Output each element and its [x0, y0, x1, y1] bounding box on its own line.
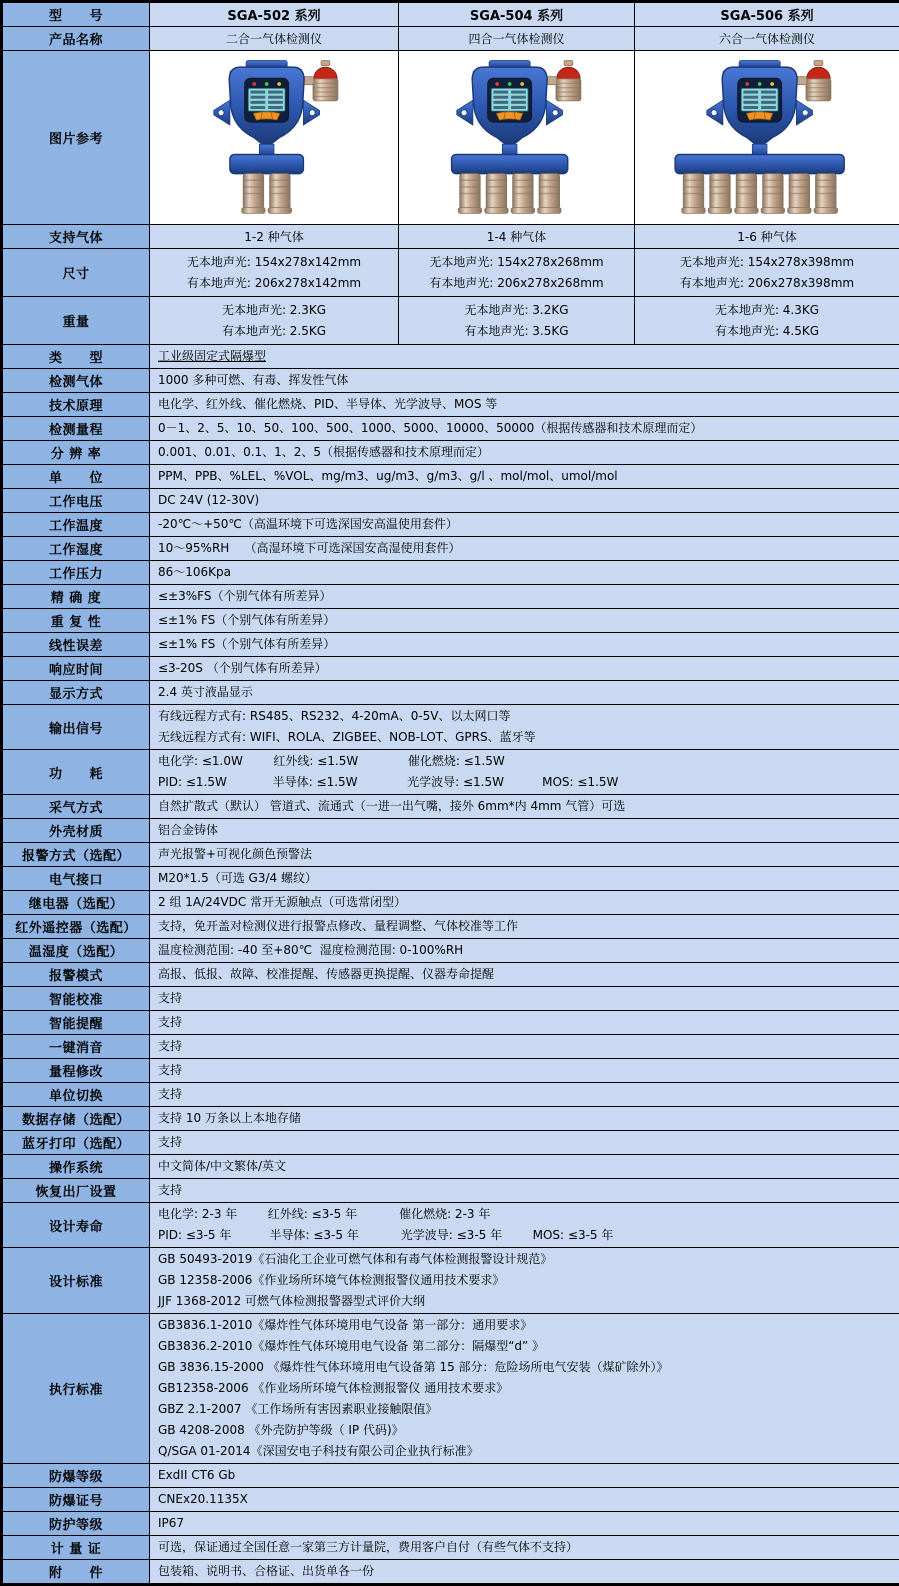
row-label-25: 智能校准 [2, 987, 150, 1011]
spec-value-22 [150, 915, 899, 939]
spec-value-5 [150, 465, 899, 489]
spec-value-9 [150, 561, 899, 585]
product-name-3: 六合一气体检测仪 [635, 27, 899, 51]
spec-value-4 [150, 441, 899, 465]
row-label-image: 图片参考 [2, 51, 150, 225]
gases-1: 1-2 种气体 [150, 225, 399, 249]
spec-value-24 [150, 963, 899, 987]
row-label-model: 型 号 [2, 2, 150, 27]
spec-value-23 [150, 939, 899, 963]
spec-text-line: M20*1.5（可选 G3/4 螺纹） [158, 868, 898, 889]
spec-text-line: DC 24V (12-30V) [158, 490, 898, 511]
spec-value-38 [150, 1488, 899, 1512]
product-name-1: 二合一气体检测仪 [150, 27, 399, 51]
row-label-9: 工作压力 [2, 561, 150, 585]
spec-text-line: GB 4208-2008 《外壳防护等级（ IP 代码)》 [158, 1420, 898, 1441]
row-label-18: 外壳材质 [2, 819, 150, 843]
spec-value-8 [150, 537, 899, 561]
spec-text-line: -20℃～+50℃（高温环境下可选深国安高温使用套件） [158, 514, 898, 535]
spec-text-line: 有本地声光: 2.5KG [151, 321, 397, 342]
row-label-13: 响应时间 [2, 657, 150, 681]
row-label-23: 温湿度（选配） [2, 939, 150, 963]
row-label-5: 单 位 [2, 465, 150, 489]
spec-text-line: 支持 [158, 1060, 898, 1081]
spec-value-15 [150, 705, 899, 750]
row-label-weight: 重量 [2, 297, 150, 345]
weight-2 [399, 297, 635, 345]
spec-text-line: PID: ≤3-5 年 半导体: ≤3-5 年 光学波导: ≤3-5 年 MOS: ≤3-5 年 [158, 1225, 898, 1246]
row-label-6: 工作电压 [2, 489, 150, 513]
spec-text-line: 可选，保证通过全国任意一家第三方计量院，费用客户自付（有些气体不支持） [158, 1537, 898, 1558]
spec-text-line: 无本地声光: 2.3KG [151, 300, 397, 321]
spec-text-line: 支持 [158, 1084, 898, 1105]
spec-value-3 [150, 417, 899, 441]
gas-detector-device-icon [647, 59, 887, 217]
spec-text-line: ExdII CT6 Gb [158, 1465, 898, 1486]
spec-text-line: 无本地声光: 154x278x268mm [400, 252, 633, 273]
spec-value-33 [150, 1179, 899, 1203]
row-label-0: 类 型 [2, 345, 150, 369]
spec-text-line: 86～106Kpa [158, 562, 898, 583]
spec-value-0 [150, 345, 899, 369]
spec-text-line: 2 组 1A/24VDC 常开无源触点（可选常闭型） [158, 892, 898, 913]
row-label-1: 检测气体 [2, 369, 150, 393]
spec-value-14 [150, 681, 899, 705]
spec-value-31 [150, 1131, 899, 1155]
spec-text-line: 1000 多种可燃、有毒、挥发性气体 [158, 370, 898, 391]
spec-text-line: 无本地声光: 3.2KG [400, 300, 633, 321]
row-label-33: 恢复出厂设置 [2, 1179, 150, 1203]
spec-text-line: ≤±3%FS（个别气体有所差异） [158, 586, 898, 607]
spec-text-line: 高报、低报、故障、校准提醒、传感器更换提醒、仪器寿命提醒 [158, 964, 898, 985]
row-label-4: 分 辨 率 [2, 441, 150, 465]
row-label-21: 继电器（选配） [2, 891, 150, 915]
dimensions-2 [399, 249, 635, 297]
row-label-28: 量程修改 [2, 1059, 150, 1083]
spec-value-18 [150, 819, 899, 843]
spec-text-line: 0.001、0.01、0.1、1、2、5（根据传感器和技术原理而定） [158, 442, 898, 463]
spec-text-line: 工业级固定式隔爆型 [158, 346, 898, 367]
spec-text-line: 温度检测范围: -40 至+80℃ 湿度检测范围: 0-100%RH [158, 940, 898, 961]
spec-text-line: GB3836.1-2010《爆炸性气体环境用电气设备 第一部分：通用要求》 [158, 1315, 898, 1336]
spec-text-line: 有本地声光: 206x278x398mm [636, 273, 898, 294]
spec-text-line: 10～95%RH （高湿环境下可选深国安高湿使用套件） [158, 538, 898, 559]
spec-text-line: 有本地声光: 206x278x268mm [400, 273, 633, 294]
spec-value-17 [150, 795, 899, 819]
row-label-35: 设计标准 [2, 1248, 150, 1314]
model-name-3: SGA-506 系列 [635, 2, 899, 27]
spec-value-40 [150, 1536, 899, 1560]
spec-text-line: GB12358-2006 《作业场所环境气体检测报警仪 通用技术要求》 [158, 1378, 898, 1399]
spec-text-line: 0－1、2、5、10、50、100、500、1000、5000、10000、50000（根据传感器和技术原理而定） [158, 418, 898, 439]
row-label-40: 计 量 证 [2, 1536, 150, 1560]
spec-value-2 [150, 393, 899, 417]
row-label-34: 设计寿命 [2, 1203, 150, 1248]
row-label-8: 工作湿度 [2, 537, 150, 561]
row-label-19: 报警方式（选配） [2, 843, 150, 867]
spec-value-21 [150, 891, 899, 915]
row-label-38: 防爆证号 [2, 1488, 150, 1512]
model-name-2: SGA-504 系列 [399, 2, 635, 27]
spec-value-28 [150, 1059, 899, 1083]
spec-text-line: 有本地声光: 3.5KG [400, 321, 633, 342]
row-label-32: 操作系统 [2, 1155, 150, 1179]
spec-text-line: 电化学: ≤1.0W 红外线: ≤1.5W 催化燃烧: ≤1.5W [158, 751, 898, 772]
row-label-product: 产品名称 [2, 27, 150, 51]
row-label-22: 红外遥控器（选配） [2, 915, 150, 939]
sga-504-detector-photo [399, 51, 635, 225]
spec-text-line: 电化学: 2-3 年 红外线: ≤3-5 年 催化燃烧: 2-3 年 [158, 1204, 898, 1225]
spec-text-line: 支持 [158, 1012, 898, 1033]
row-label-16: 功 耗 [2, 750, 150, 795]
spec-value-7 [150, 513, 899, 537]
row-label-2: 技术原理 [2, 393, 150, 417]
spec-text-line: ≤±1% FS（个别气体有所差异） [158, 634, 898, 655]
gas-detector-device-icon [174, 59, 374, 217]
spec-text-line: IP67 [158, 1513, 898, 1534]
spec-text-line: 无本地声光: 4.3KG [636, 300, 898, 321]
spec-value-41 [150, 1560, 899, 1585]
row-label-31: 蓝牙打印（选配） [2, 1131, 150, 1155]
row-label-41: 附 件 [2, 1560, 150, 1585]
dimensions-3 [635, 249, 899, 297]
sga-506-detector-photo [635, 51, 899, 225]
spec-value-13 [150, 657, 899, 681]
weight-1 [150, 297, 399, 345]
spec-text-line: 有本地声光: 206x278x142mm [151, 273, 397, 294]
spec-text-line: 支持 [158, 1132, 898, 1153]
row-label-37: 防爆等级 [2, 1464, 150, 1488]
dimensions-1 [150, 249, 399, 297]
row-label-14: 显示方式 [2, 681, 150, 705]
row-label-12: 线性误差 [2, 633, 150, 657]
spec-value-10 [150, 585, 899, 609]
row-label-7: 工作温度 [2, 513, 150, 537]
spec-value-16 [150, 750, 899, 795]
spec-value-1 [150, 369, 899, 393]
spec-value-26 [150, 1011, 899, 1035]
spec-value-29 [150, 1083, 899, 1107]
row-label-10: 精 确 度 [2, 585, 150, 609]
spec-text-line: GB3836.2-2010《爆炸性气体环境用电气设备 第二部分：隔爆型“d” 》 [158, 1336, 898, 1357]
spec-value-20 [150, 867, 899, 891]
gas-detector-device-icon [417, 59, 617, 217]
row-label-15: 输出信号 [2, 705, 150, 750]
spec-text-line: 无线远程方式有: WIFI、ROLA、ZIGBEE、NOB-LOT、GPRS、蓝牙等 [158, 727, 898, 748]
sga-502-detector-photo [150, 51, 399, 225]
spec-value-12 [150, 633, 899, 657]
spec-text-line: 中文简体/中文繁体/英文 [158, 1156, 898, 1177]
spec-text-line: 无本地声光: 154x278x142mm [151, 252, 397, 273]
spec-text-line: 有本地声光: 4.5KG [636, 321, 898, 342]
gases-3: 1-6 种气体 [635, 225, 899, 249]
spec-value-37 [150, 1464, 899, 1488]
spec-text-line: 有线远程方式有: RS485、RS232、4-20mA、0-5V、以太网口等 [158, 706, 898, 727]
spec-value-30 [150, 1107, 899, 1131]
spec-text-line: GB 12358-2006《作业场所环境气体检测报警仪通用技术要求》 [158, 1270, 898, 1291]
spec-text-line: 支持 [158, 988, 898, 1009]
spec-value-32 [150, 1155, 899, 1179]
spec-text-line: PPM、PPB、%LEL、%VOL、mg/m3、ug/m3、g/m3、g/l 、mol/mol、umol/mol [158, 466, 898, 487]
row-label-3: 检测量程 [2, 417, 150, 441]
spec-text-line: 电化学、红外线、催化燃烧、PID、半导体、光学波导、MOS 等 [158, 394, 898, 415]
model-name-1: SGA-502 系列 [150, 2, 399, 27]
spec-text-line: 自然扩散式（默认） 管道式、流通式（一进一出气嘴，接外 6mm*内 4mm 气管）可选 [158, 796, 898, 817]
spec-value-25 [150, 987, 899, 1011]
spec-text-line: PID: ≤1.5W 半导体: ≤1.5W 光学波导: ≤1.5W MOS: ≤1.5W [158, 772, 898, 793]
spec-text-line: GBZ 2.1-2007 《工作场所有害因素职业接触限值》 [158, 1399, 898, 1420]
spec-value-11 [150, 609, 899, 633]
spec-value-39 [150, 1512, 899, 1536]
row-label-29: 单位切换 [2, 1083, 150, 1107]
spec-text-line: 声光报警+可视化颜色预警法 [158, 844, 898, 865]
spec-value-27 [150, 1035, 899, 1059]
spec-text-line: JJF 1368-2012 可燃气体检测报警器型式评价大纲 [158, 1291, 898, 1312]
spec-text-line: 包装箱、说明书、合格证、出货单各一份 [158, 1561, 898, 1582]
row-label-39: 防护等级 [2, 1512, 150, 1536]
row-label-dimensions: 尺寸 [2, 249, 150, 297]
row-label-27: 一键消音 [2, 1035, 150, 1059]
row-label-24: 报警模式 [2, 963, 150, 987]
row-label-gases: 支持气体 [2, 225, 150, 249]
spec-value-19 [150, 843, 899, 867]
spec-text-line: Q/SGA 01-2014《深国安电子科技有限公司企业执行标准》 [158, 1441, 898, 1462]
row-label-36: 执行标准 [2, 1314, 150, 1464]
spec-text-line: ≤3-20S （个别气体有所差异） [158, 658, 898, 679]
spec-text-line: GB 50493-2019《石油化工企业可燃气体和有毒气体检测报警设计规范》 [158, 1249, 898, 1270]
row-label-20: 电气接口 [2, 867, 150, 891]
spec-text-line: 无本地声光: 154x278x398mm [636, 252, 898, 273]
spec-text-line: GB 3836.15-2000 《爆炸性气体环境用电气设备第 15 部分：危险场所电气安装（煤矿除外）》 [158, 1357, 898, 1378]
spec-text-line: CNEx20.1135X [158, 1489, 898, 1510]
spec-value-6 [150, 489, 899, 513]
product-name-2: 四合一气体检测仪 [399, 27, 635, 51]
spec-value-35 [150, 1248, 899, 1314]
spec-text-line: 支持 [158, 1180, 898, 1201]
spec-text-line: 支持 10 万条以上本地存储 [158, 1108, 898, 1129]
row-label-26: 智能提醒 [2, 1011, 150, 1035]
spec-text-line: 支持 [158, 1036, 898, 1057]
row-label-30: 数据存储（选配） [2, 1107, 150, 1131]
row-label-17: 采气方式 [2, 795, 150, 819]
spec-value-34 [150, 1203, 899, 1248]
weight-3 [635, 297, 899, 345]
row-label-11: 重 复 性 [2, 609, 150, 633]
spec-text-line: 支持，免开盖对检测仪进行报警点修改、量程调整、气体校准等工作 [158, 916, 898, 937]
spec-text-line: 铝合金铸体 [158, 820, 898, 841]
spec-text-line: 2.4 英寸液晶显示 [158, 682, 898, 703]
gases-2: 1-4 种气体 [399, 225, 635, 249]
spec-text-line: ≤±1% FS（个别气体有所差异） [158, 610, 898, 631]
spec-value-36 [150, 1314, 899, 1464]
